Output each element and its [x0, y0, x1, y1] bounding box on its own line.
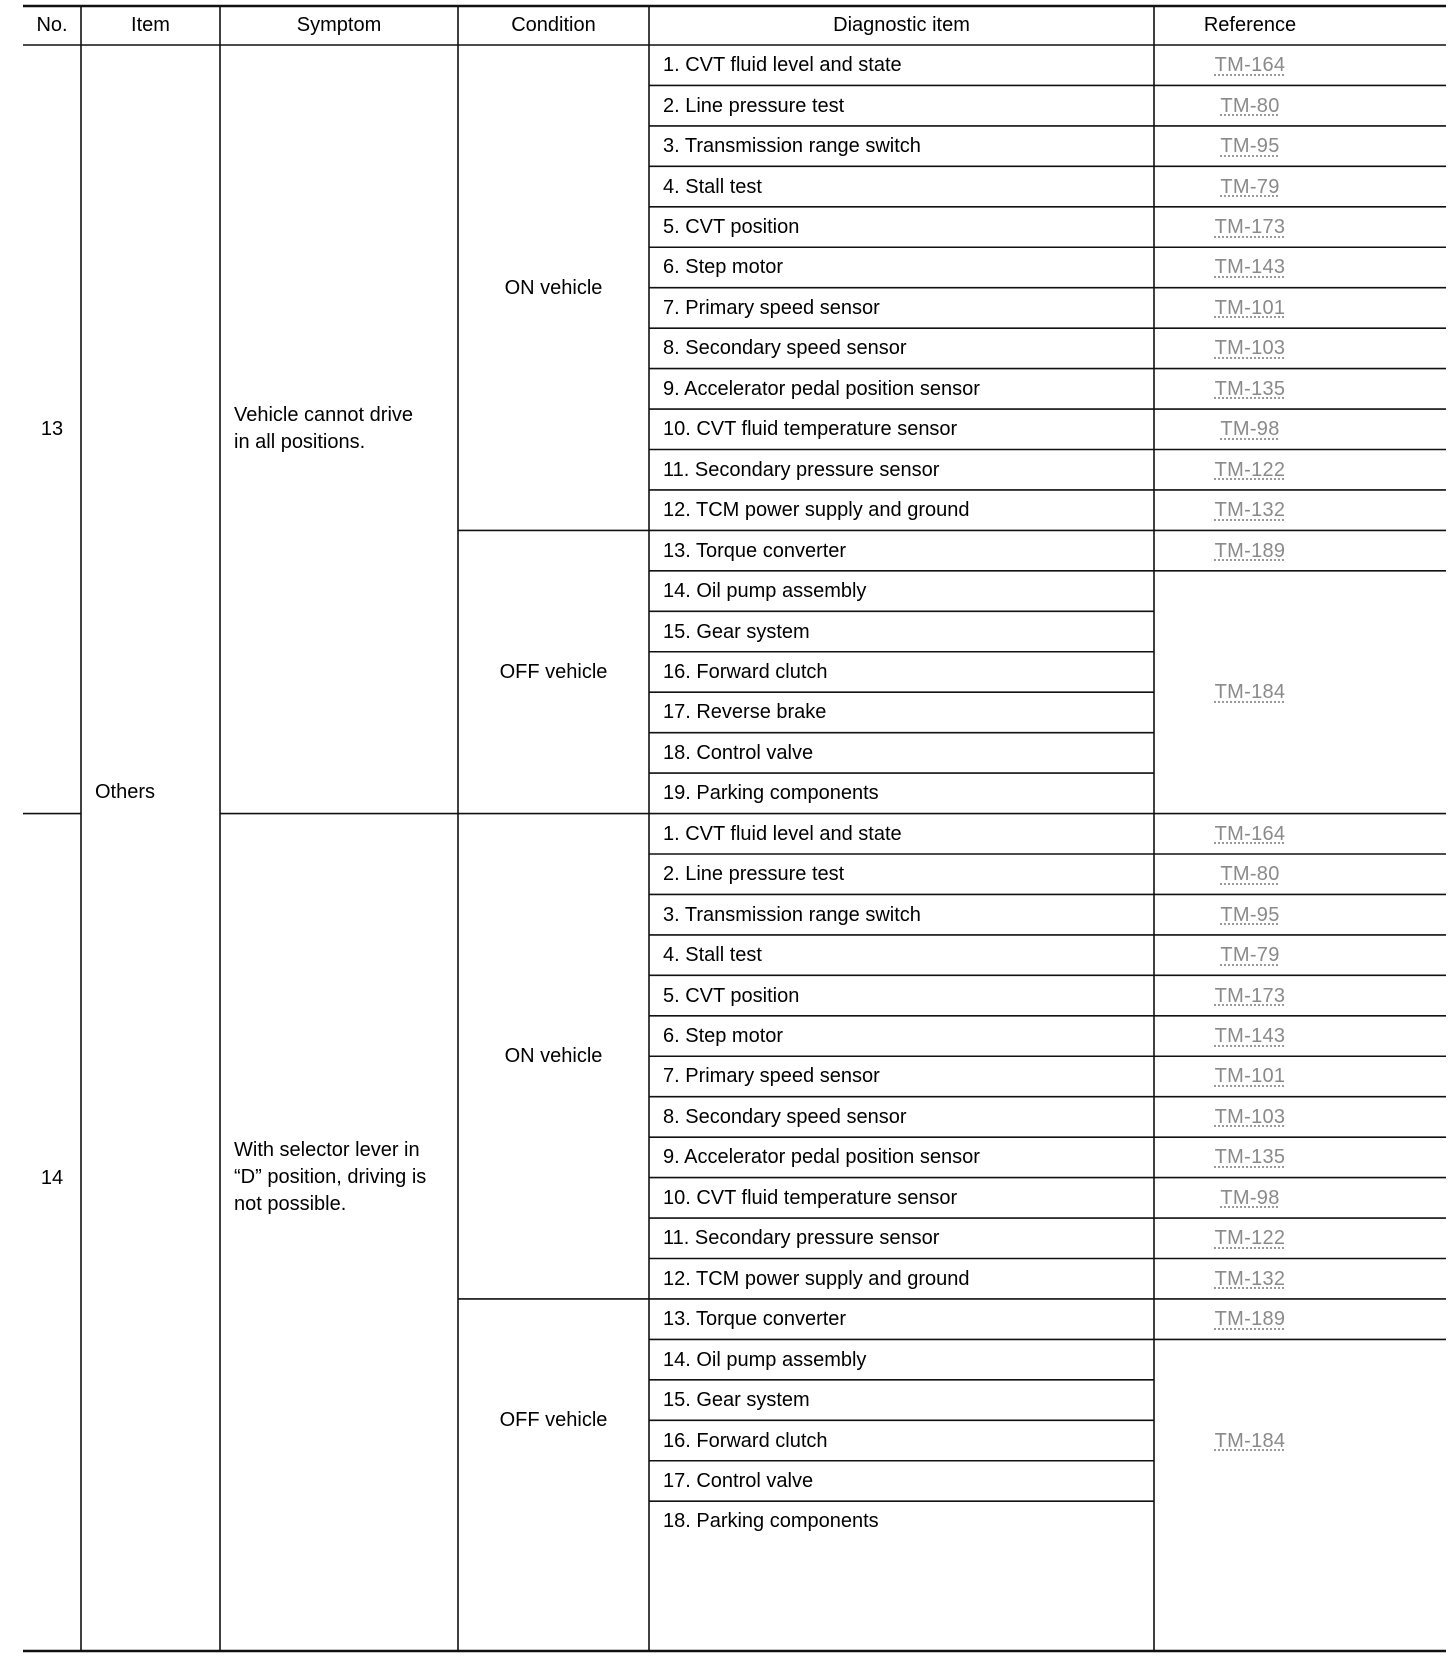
reference-link[interactable]: TM-132 — [1214, 1267, 1286, 1290]
diagnostic-item: 10. CVT fluid temperature sensor — [663, 418, 958, 441]
reference-link[interactable]: TM-135 — [1214, 377, 1286, 400]
reference-link[interactable]: TM-173 — [1214, 216, 1286, 239]
item-others: Others — [95, 780, 156, 803]
reference-link[interactable]: TM-79 — [1220, 944, 1280, 967]
diagnostic-item: 13. Torque converter — [663, 539, 847, 562]
diagnostic-item: 18. Parking components — [663, 1510, 879, 1533]
reference-link[interactable]: TM-189 — [1214, 539, 1286, 562]
reference-link-merged[interactable]: TM-184 — [1214, 681, 1286, 704]
reference-link-merged[interactable]: TM-184 — [1214, 1429, 1286, 1452]
diagnostic-item: 7. Primary speed sensor — [663, 296, 880, 319]
diagnostic-item: 5. CVT position — [663, 984, 800, 1007]
reference-link[interactable]: TM-173 — [1214, 984, 1286, 1007]
symptom-text: With selector lever in “D” position, driving is not possible. — [234, 1139, 427, 1216]
diagnostic-item: 2. Line pressure test — [663, 94, 845, 117]
diagnostic-item: 18. Control valve — [663, 741, 814, 764]
reference-link[interactable]: TM-80 — [1220, 94, 1280, 117]
diagnostic-item: 5. CVT position — [663, 216, 800, 239]
reference-link[interactable]: TM-80 — [1220, 863, 1280, 886]
symptom-text: Vehicle cannot drive in all positions. — [234, 404, 414, 454]
reference-link[interactable]: TM-98 — [1220, 1186, 1280, 1209]
diagnostic-item: 16. Forward clutch — [663, 660, 828, 683]
diagnostic-item: 17. Reverse brake — [663, 701, 827, 724]
diagnostic-item: 2. Line pressure test — [663, 863, 845, 886]
reference-link[interactable]: TM-122 — [1214, 458, 1286, 481]
diagnostic-item: 3. Transmission range switch — [663, 903, 921, 926]
reference-link[interactable]: TM-135 — [1214, 1146, 1286, 1169]
diagnostic-item: 9. Accelerator pedal position sensor — [663, 1146, 980, 1169]
reference-link[interactable]: TM-79 — [1220, 175, 1280, 198]
condition-off-vehicle: OFF vehicle — [499, 660, 608, 683]
diagnostic-item: 15. Gear system — [663, 620, 810, 643]
diagnostic-item: 19. Parking components — [663, 782, 879, 805]
diagnostic-item: 16. Forward clutch — [663, 1429, 828, 1452]
diagnostic-item: 6. Step motor — [663, 1025, 784, 1048]
reference-link[interactable]: TM-143 — [1214, 256, 1286, 279]
diagnostic-item: 9. Accelerator pedal position sensor — [663, 377, 980, 400]
condition-off-vehicle: OFF vehicle — [499, 1409, 608, 1432]
diagnostic-item: 1. CVT fluid level and state — [663, 822, 902, 845]
diagnosis-table — [23, 5, 1446, 1652]
reference-link[interactable]: TM-98 — [1220, 418, 1280, 441]
header-no: No. — [36, 14, 68, 36]
reference-link[interactable]: TM-164 — [1214, 822, 1286, 845]
header-item: Item — [131, 14, 170, 36]
diagnostic-item: 6. Step motor — [663, 256, 784, 279]
diagnostic-item: 17. Control valve — [663, 1469, 814, 1492]
header-reference: Reference — [1203, 14, 1297, 36]
diagnostic-item: 8. Secondary speed sensor — [663, 337, 907, 360]
row-number: 14 — [40, 1166, 64, 1189]
header-condition: Condition — [511, 14, 596, 36]
reference-link[interactable]: TM-101 — [1214, 296, 1286, 319]
diagnostic-item: 1. CVT fluid level and state — [663, 54, 902, 77]
header-symptom: Symptom — [296, 14, 382, 36]
diagnostic-item: 12. TCM power supply and ground — [663, 499, 970, 522]
reference-link[interactable]: TM-164 — [1214, 54, 1286, 77]
reference-link[interactable]: TM-143 — [1214, 1025, 1286, 1048]
reference-link[interactable]: TM-189 — [1214, 1308, 1286, 1331]
condition-on-vehicle: ON vehicle — [504, 276, 603, 299]
reference-link[interactable]: TM-103 — [1214, 1105, 1286, 1128]
reference-link[interactable]: TM-132 — [1214, 499, 1286, 522]
reference-link[interactable]: TM-122 — [1214, 1227, 1286, 1250]
diagnostic-item: 4. Stall test — [663, 175, 762, 198]
diagnostic-item: 14. Oil pump assembly — [663, 1348, 867, 1371]
diagnostic-item: 10. CVT fluid temperature sensor — [663, 1186, 958, 1209]
diagnostic-item: 14. Oil pump assembly — [663, 580, 867, 603]
reference-link[interactable]: TM-103 — [1214, 337, 1286, 360]
reference-link[interactable]: TM-95 — [1220, 135, 1280, 158]
diagnostic-item: 7. Primary speed sensor — [663, 1065, 880, 1088]
condition-on-vehicle: ON vehicle — [504, 1045, 603, 1068]
header-diagnostic-item: Diagnostic item — [833, 14, 970, 36]
row-number: 13 — [40, 418, 64, 441]
diagnostic-item: 12. TCM power supply and ground — [663, 1267, 970, 1290]
reference-link[interactable]: TM-101 — [1214, 1065, 1286, 1088]
reference-link[interactable]: TM-95 — [1220, 903, 1280, 926]
diagnostic-item: 13. Torque converter — [663, 1308, 847, 1331]
diagnostic-item: 11. Secondary pressure sensor — [663, 1227, 940, 1250]
diagnostic-item: 11. Secondary pressure sensor — [663, 458, 940, 481]
diagnostic-item: 4. Stall test — [663, 944, 762, 967]
diagnostic-item: 8. Secondary speed sensor — [663, 1105, 907, 1128]
diagnostic-item: 3. Transmission range switch — [663, 135, 921, 158]
diagnostic-item: 15. Gear system — [663, 1389, 810, 1412]
